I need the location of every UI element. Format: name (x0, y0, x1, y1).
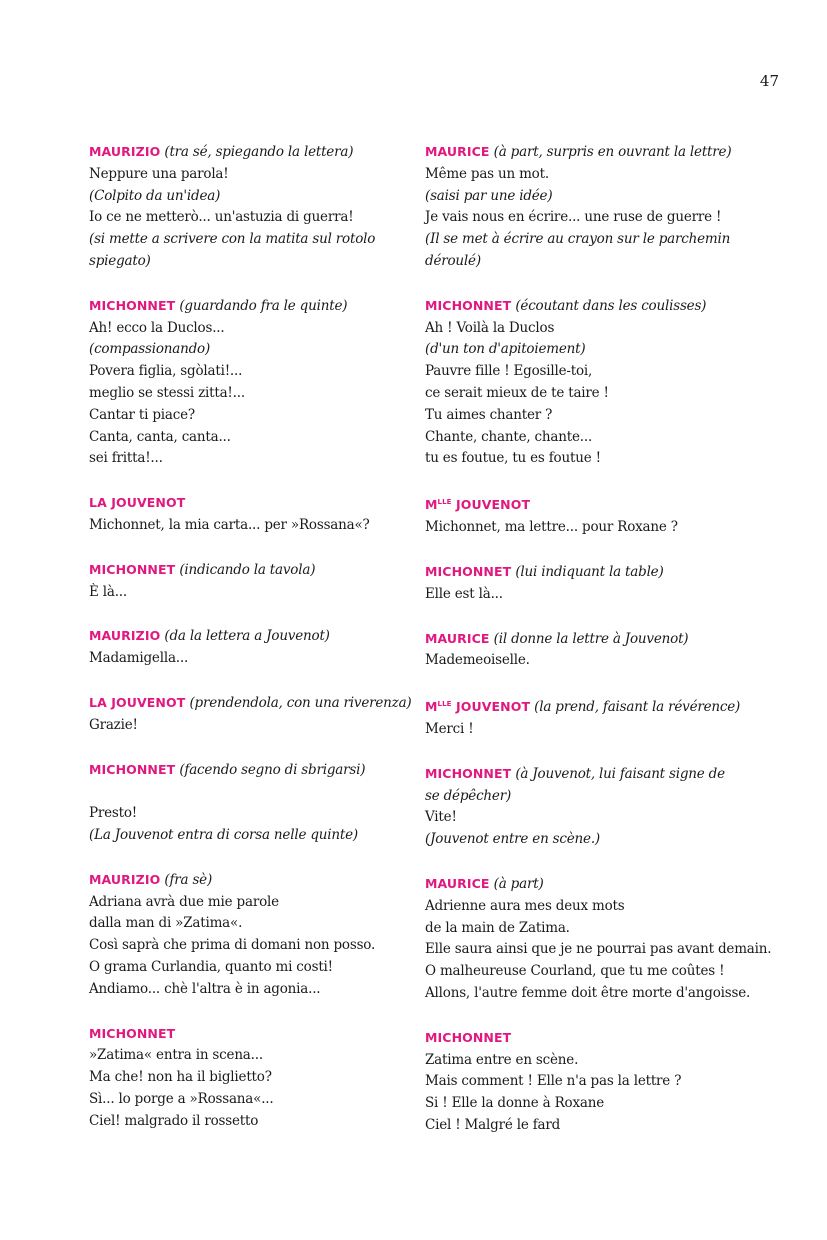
speaker-name: MICHONNET (89, 297, 176, 313)
dialogue-line: Adrienne aura mes deux mots (425, 897, 625, 914)
speaker-name: MICHONNET (425, 765, 512, 781)
speaker-line (425, 694, 785, 719)
speaker-name: MAURIZIO (89, 628, 161, 644)
dialogue-block (89, 625, 449, 670)
dialogue-line: Neppure una parola! (89, 165, 229, 182)
dialogue-line: de la main de Zatima. (425, 919, 570, 936)
french-column (425, 141, 785, 1159)
stage-direction-line: (Jouvenot entre en scène.) (425, 831, 600, 848)
stage-direction-line: (compassionando) (89, 341, 211, 358)
speaker-name: $M^{LLE}$ JOUVENOT (425, 497, 531, 513)
dialogue-line: Madamigella... (89, 650, 189, 667)
speaker-line (89, 1023, 449, 1046)
dialogue-line: Chante, chante, chante... (425, 428, 593, 445)
dialogue-line: Ciel ! Malgré le fard (425, 1117, 561, 1133)
stage-direction-line: déroulé) (425, 252, 481, 269)
dialogue-line: Ah! ecco la Duclos... (89, 319, 225, 336)
stage-direction: (prendendola, con una riverenza) (185, 694, 412, 711)
dialogue-line: Povera figlia, sgòlati!... (89, 363, 243, 380)
dialogue-line: Grazie! (89, 716, 138, 733)
dialogue-line: Mademeoiselle. (425, 652, 530, 669)
stage-direction: (tra sé, spiegando la lettera) (160, 144, 354, 160)
stage-direction: (fra sè) (160, 871, 213, 888)
dialogue-line: Zatima entre en scène. (425, 1051, 579, 1068)
speaker-line (89, 559, 449, 582)
speaker-line (425, 628, 785, 651)
stage-direction-line: (Il se met à écrire au crayon sur le parchemin (425, 231, 731, 248)
speaker-name: LA JOUVENOT (89, 694, 186, 710)
stage-direction-line: (La Jouvenot entra di corsa nelle quinte) (89, 826, 358, 843)
speaker-line (425, 492, 785, 517)
dialogue-line: Même pas un mot. (425, 165, 549, 182)
stage-direction-line: se dépêcher) (425, 787, 512, 804)
speaker-name: MICHONNET (425, 1029, 512, 1045)
speaker-line (425, 763, 785, 786)
dialogue-block (89, 559, 449, 604)
dialogue-block (89, 869, 449, 1001)
dialogue-line: Allons, l'autre femme doit être morte d'angoisse. (425, 985, 751, 1002)
speaker-line (89, 492, 449, 515)
dialogue-line: Vite! (425, 809, 457, 826)
stage-direction: (à Jouvenot, lui faisant signe de (511, 765, 725, 782)
dialogue-block (89, 759, 449, 847)
speaker-line (89, 692, 449, 715)
dialogue-block (425, 561, 785, 606)
dialogue-line (89, 781, 449, 803)
dialogue-line: Michonnet, ma lettre... pour Roxane ? (425, 519, 678, 536)
speaker-line (425, 1027, 785, 1050)
dialogue-line: Presto! (89, 805, 138, 822)
dialogue-line: dalla man di »Zatima«. (89, 915, 243, 932)
stage-direction: (lui indiquant la table) (511, 563, 664, 580)
stage-direction: (guardando fra le quinte) (175, 297, 348, 314)
speaker-line (425, 561, 785, 584)
stage-direction-line: (saisi par une idée) (425, 187, 553, 204)
stage-direction: (la prend, faisant la révérence) (530, 699, 741, 716)
stage-direction: (facendo segno di sbrigarsi) (175, 761, 366, 778)
dialogue-line: Adriana avrà due mie parole (89, 893, 279, 910)
dialogue-line: Ma che! non ha il biglietto? (89, 1069, 272, 1086)
dialogue-line: Merci ! (425, 721, 474, 738)
dialogue-block (425, 873, 785, 1005)
stage-direction: (da la lettera a Jouvenot) (160, 628, 330, 645)
speaker-name: MICHONNET (89, 761, 176, 777)
speaker-line (89, 141, 449, 164)
speaker-line (89, 869, 449, 892)
stage-direction: (à part) (489, 876, 544, 893)
dialogue-block (425, 694, 785, 741)
stage-direction-line: (Colpito da un'idea) (89, 187, 221, 204)
speaker-line (425, 141, 785, 164)
dialogue-line: Io ce ne metterò... un'astuzia di guerra! (89, 209, 354, 226)
dialogue-line: È là... (89, 583, 127, 600)
dialogue-block (425, 628, 785, 673)
speaker-name: MICHONNET (425, 563, 512, 579)
dialogue-line: Ah ! Voilà la Duclos (425, 319, 555, 336)
dialogue-line: »Zatima« entra in scena... (89, 1047, 263, 1064)
stage-direction-line: spiegato) (89, 252, 151, 269)
speaker-name: MAURICE (425, 876, 490, 892)
dialogue-block (89, 692, 449, 737)
stage-direction-line: (si mette a scrivere con la matita sul rotolo (89, 231, 376, 248)
speaker-line (425, 295, 785, 318)
dialogue-line: Elle saura ainsi que je ne pourrai pas avant demain. (425, 941, 772, 958)
speaker-line (425, 873, 785, 896)
speaker-line (89, 759, 449, 782)
dialogue-line: Canta, canta, canta... (89, 428, 231, 445)
speaker-name: $M^{LLE}$ JOUVENOT (425, 699, 531, 715)
dialogue-line: O grama Curlandia, quanto mi costi! (89, 958, 333, 975)
stage-direction-line: (d'un ton d'apitoiement) (425, 341, 586, 358)
dialogue-line: Cantar ti piace? (89, 406, 195, 423)
dialogue-block (89, 141, 449, 273)
dialogue-block (89, 1023, 449, 1133)
speaker-name: MAURICE (425, 630, 490, 646)
dialogue-line: Elle est là... (425, 585, 503, 602)
dialogue-line: Ciel! malgrado il rossetto (89, 1112, 259, 1129)
dialogue-line: Sì... lo porge a »Rossana«... (89, 1090, 274, 1107)
dialogue-line: Michonnet, la mia carta... per »Rossana«? (89, 516, 370, 533)
page-number: 47 (759, 72, 779, 90)
stage-direction: (écoutant dans les coulisses) (511, 297, 707, 314)
dialogue-line: Pauvre fille ! Egosille-toi, (425, 363, 593, 380)
dialogue-block (425, 141, 785, 273)
dialogue-line: Si ! Elle la donne à Roxane (425, 1095, 605, 1112)
dialogue-line: sei fritta!... (89, 450, 163, 467)
dialogue-line: O malheureuse Courland, que tu me coûtes ! (425, 963, 725, 980)
dialogue-line: Je vais nous en écrire... une ruse de guerre ! (425, 209, 722, 226)
dialogue-block (425, 492, 785, 539)
stage-direction: (il donne la lettre à Jouvenot) (489, 630, 689, 647)
speaker-name: MAURIZIO (89, 144, 161, 159)
speaker-line (89, 625, 449, 648)
dialogue-line: Andiamo... chè l'altra è in agonia... (89, 980, 321, 997)
dialogue-block (425, 1027, 785, 1137)
speaker-name: MICHONNET (89, 1025, 176, 1041)
speaker-name: MICHONNET (425, 297, 512, 313)
dialogue-line: Tu aimes chanter ? (425, 406, 553, 423)
speaker-name: MAURICE (425, 144, 490, 159)
speaker-name: MAURIZIO (89, 871, 161, 887)
dialogue-block (425, 763, 785, 851)
dialogue-block (89, 492, 449, 537)
dialogue-line: meglio se stessi zitta!... (89, 384, 245, 401)
stage-direction: (à part, surpris en ouvrant la lettre) (489, 144, 732, 160)
speaker-name: LA JOUVENOT (89, 495, 186, 511)
speaker-name: MICHONNET (89, 561, 176, 577)
italian-column (89, 141, 449, 1154)
dialogue-line: tu es foutue, tu es foutue ! (425, 450, 601, 467)
dialogue-line: ce serait mieux de te taire ! (425, 384, 609, 401)
dialogue-line: Così saprà che prima di domani non posso. (89, 937, 376, 954)
dialogue-block (89, 295, 449, 470)
dialogue-line: Mais comment ! Elle n'a pas la lettre ? (425, 1073, 682, 1090)
dialogue-block (425, 295, 785, 470)
stage-direction: (indicando la tavola) (175, 561, 316, 578)
speaker-line (89, 295, 449, 318)
